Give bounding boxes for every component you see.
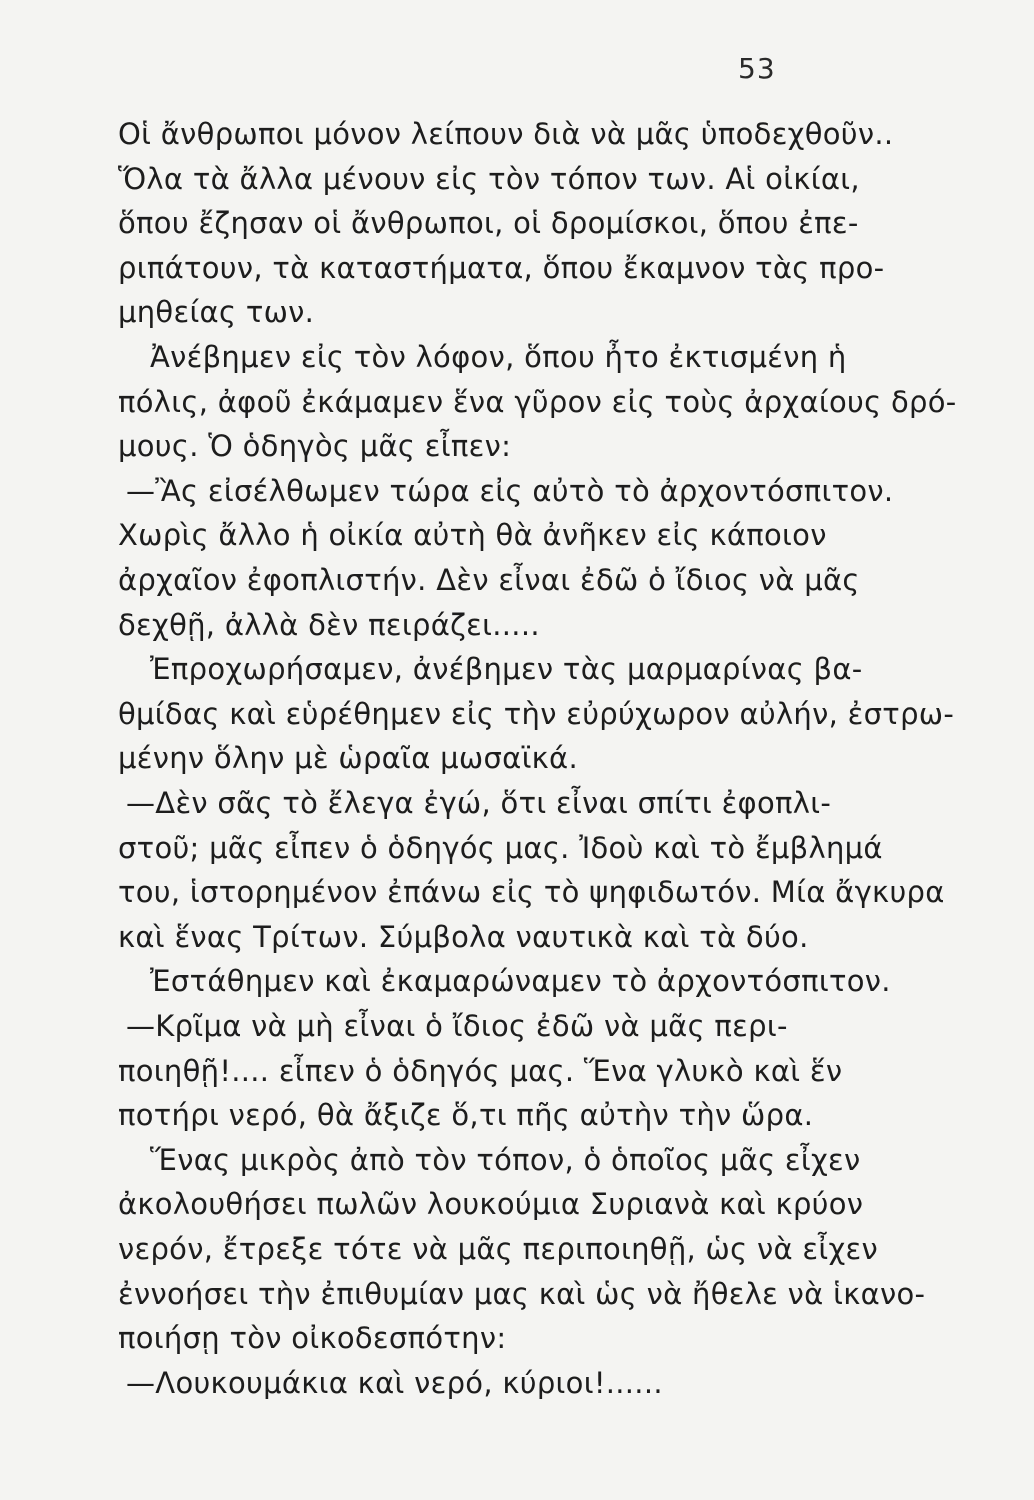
text-line: νερόν, ἔτρεξε τότε νὰ μᾶς περιποιηθῇ, ὡς νὰ εἶχεν [118, 1232, 879, 1266]
text-line: ποιήσῃ τὸν οἰκοδεσπότην: [118, 1321, 507, 1356]
text-line: —Ἂς εἰσέλθωμεν τώρα εἰς αὐτὸ τὸ ἀρχοντόσπιτον. [126, 473, 894, 508]
text-line: —Δὲν σᾶς τὸ ἔλεγα ἐγώ, ὅτι εἶναι σπίτι ἐφοπλι- [126, 786, 832, 820]
page-number: 53 [738, 52, 776, 85]
text-line: μηθείας των. [118, 295, 315, 330]
text-line: Ἐπροχωρήσαμεν, ἀνέβημεν τὰς μαρμαρίνας βα- [150, 652, 863, 687]
text-line: του, ἱστορημένον ἐπάνω εἰς τὸ ψηφιδωτόν. Μία ἄγκυρα [118, 875, 945, 910]
text-line: Χωρὶς ἄλλο ἡ οἰκία αὐτὴ θὰ ἀνῆκεν εἰς κάποιον [118, 518, 827, 553]
text-line: Ἕνας μικρὸς ἀπὸ τὸν τόπον, ὁ ὁποῖος μᾶς εἶχεν [150, 1142, 861, 1177]
text-line: —Κρῖμα νὰ μὴ εἶναι ὁ ἴδιος ἐδῶ νὰ μᾶς περι- [126, 1009, 788, 1043]
text-line: μένην ὅλην μὲ ὡραῖα μωσαϊκά. [118, 741, 578, 776]
text-line: καὶ ἕνας Τρίτων. Σύμβολα ναυτικὰ καὶ τὰ δύο. [118, 919, 809, 954]
text-line: Ἐστάθημεν καὶ ἐκαμαρώναμεν τὸ ἀρχοντόσπιτον. [150, 964, 891, 999]
text-line: ἐννοήσει τὴν ἐπιθυμίαν μας καὶ ὡς νὰ ἤθελε νὰ ἱκανο- [118, 1276, 926, 1311]
text-line: Οἱ ἄνθρωποι μόνον λείπουν διὰ νὰ μᾶς ὑποδεχθοῦν.. [118, 117, 894, 151]
text-line: ἀρχαῖον ἐφοπλιστήν. Δὲν εἶναι ἐδῶ ὁ ἴδιος νὰ μᾶς [118, 563, 860, 597]
text-line: ποτήρι νερό, θὰ ἄξιζε ὅ,τι πῆς αὐτὴν τὴν ὥρα. [118, 1098, 814, 1133]
text-line: Ὅλα τὰ ἄλλα μένουν εἰς τὸν τόπον των. Αἱ οἰκίαι, [118, 161, 860, 196]
text-line: δεχθῇ, ἀλλὰ δὲν πειράζει..... [118, 607, 540, 642]
text-line: ριπάτουν, τὰ καταστήματα, ὅπου ἔκαμνον τὰς προ- [118, 250, 885, 285]
text-line: πόλις, ἀφοῦ ἐκάμαμεν ἕνα γῦρον εἰς τοὺς ἀρχαίους δρό- [118, 384, 957, 419]
text-line: μους. Ὁ ὁδηγὸς μᾶς εἶπεν: [118, 429, 512, 464]
text-line: στοῦ; μᾶς εἶπεν ὁ ὁδηγός μας. Ἰδοὺ καὶ τὸ ἔμβλημά [118, 830, 883, 865]
text-line: Ἀνέβημεν εἰς τὸν λόφον, ὅπου ἦτο ἐκτισμένη ἡ [150, 340, 847, 374]
text-line: ὅπου ἔζησαν οἱ ἄνθρωποι, οἱ δρομίσκοι, ὅπου ἐπε- [118, 206, 859, 241]
text-line: ἀκολουθήσει πωλῶν λουκούμια Συριανὰ καὶ κρύον [118, 1187, 864, 1222]
text-line: ποιηθῇ!.... εἶπεν ὁ ὁδηγός μας. Ἕνα γλυκὸ καὶ ἕν [118, 1053, 843, 1088]
text-line: θμίδας καὶ εὑρέθημεν εἰς τὴν εὐρύχωρον αὐλήν, ἐστρω- [118, 696, 955, 731]
text-line: —Λουκουμάκια καὶ νερό, κύριοι!...... [126, 1365, 663, 1400]
